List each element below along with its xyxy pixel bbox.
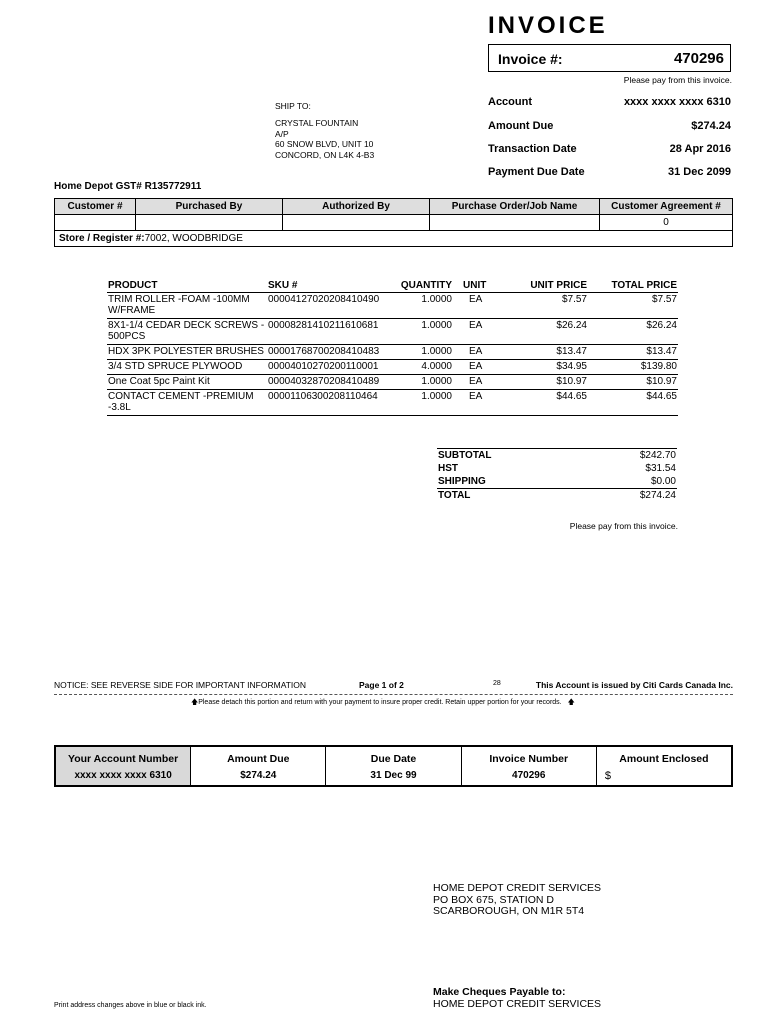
- total-price-cell: $7.57: [588, 293, 678, 319]
- product-header: PRODUCT: [107, 280, 267, 293]
- unit-header: UNIT: [453, 280, 514, 293]
- remit-line: HOME DEPOT CREDIT SERVICES: [433, 882, 602, 894]
- customer-number-value: [55, 215, 136, 231]
- product-cell: TRIM ROLLER -FOAM -100MM W/FRAME: [107, 293, 267, 319]
- detach-note-row: [191, 698, 575, 709]
- customer-number-header: Customer #: [55, 199, 136, 215]
- quantity-cell: 1.0000: [393, 293, 453, 319]
- total-price-cell: $26.24: [588, 319, 678, 345]
- account-label: Account: [488, 96, 532, 108]
- slip-amount-due-value: $274.24: [240, 770, 277, 781]
- payment-due-date-label: Payment Due Date: [488, 166, 585, 178]
- slip-amount-enclosed-header: Amount Enclosed: [619, 753, 709, 765]
- store-register-value: 7002, WOODBRIDGE: [144, 233, 243, 244]
- hst-label: HST: [438, 463, 458, 474]
- slip-account-header: Your Account Number: [67, 753, 179, 765]
- notice-text: NOTICE: SEE REVERSE SIDE FOR IMPORTANT INFORMATION: [54, 680, 307, 690]
- unit-cell: EA: [453, 390, 514, 416]
- total-price-cell: $10.97: [588, 375, 678, 390]
- purchase-order-header: Purchase Order/Job Name: [430, 199, 600, 215]
- amount-due-label: Amount Due: [488, 120, 554, 132]
- pay-note: Please pay from this invoice.: [623, 75, 732, 85]
- unit-cell: EA: [453, 360, 514, 375]
- customer-table: [54, 198, 733, 247]
- total-price-cell: $13.47: [588, 345, 678, 360]
- slip-due-date-cell: [326, 747, 461, 785]
- slip-due-date-header: Due Date: [370, 753, 417, 765]
- total-value: $274.24: [579, 489, 677, 503]
- cheques-label: Make Cheques Payable to:: [433, 986, 566, 998]
- sku-cell: 00008281410211610681: [267, 319, 393, 345]
- authorized-by-value: [283, 215, 430, 231]
- unit-cell: EA: [453, 345, 514, 360]
- hst-value: $31.54: [645, 463, 676, 474]
- slip-invoice-number-value: 470296: [512, 770, 546, 781]
- shipping-label: SHIPPING: [438, 476, 486, 487]
- arrow-up-icon: 🡅: [567, 699, 575, 706]
- purchased-by-header: Purchased By: [136, 199, 283, 215]
- amount-due-value: $274.24: [691, 120, 731, 132]
- slip-amount-enclosed-cell: [597, 747, 731, 785]
- footer-code: 28: [493, 680, 501, 687]
- sku-cell: 00001768700208410483: [267, 345, 393, 360]
- unit-price-cell: $34.95: [514, 360, 588, 375]
- product-cell: 8X1-1/4 CEDAR DECK SCREWS - 500PCS: [107, 319, 267, 345]
- remit-address: [433, 883, 601, 918]
- sku-cell: 00004032870208410489: [267, 375, 393, 390]
- slip-due-date-value: 31 Dec 99: [370, 770, 417, 781]
- unit-price-cell: $10.97: [514, 375, 588, 390]
- product-cell: One Coat 5pc Paint Kit: [107, 375, 267, 390]
- slip-amount-enclosed-value: $: [604, 770, 611, 782]
- product-row: [107, 345, 678, 360]
- total-price-header: TOTAL PRICE: [588, 280, 678, 293]
- slip-account-cell: [56, 747, 191, 785]
- customer-agreement-header: Customer Agreement #: [600, 199, 733, 215]
- total-price-cell: $139.80: [588, 360, 678, 375]
- ship-to-label: SHIP TO:: [275, 101, 311, 111]
- sku-cell: 00004127020208410490: [267, 293, 393, 319]
- store-register-row: [55, 231, 733, 247]
- product-row: [107, 293, 678, 319]
- totals-table: [437, 448, 677, 502]
- quantity-cell: 1.0000: [393, 390, 453, 416]
- product-row: [107, 319, 678, 345]
- ship-to-line: CONCORD, ON L4K 4-B3: [275, 149, 375, 160]
- account-value: xxxx xxxx xxxx 6310: [623, 96, 731, 108]
- ship-to-line: A/P: [275, 128, 289, 139]
- sku-cell: 00001106300208110464: [267, 390, 393, 416]
- arrow-up-icon: 🡅: [191, 699, 199, 706]
- unit-price-cell: $26.24: [514, 319, 588, 345]
- quantity-cell: 1.0000: [393, 319, 453, 345]
- slip-amount-due-header: Amount Due: [227, 753, 290, 765]
- remit-line: SCARBOROUGH, ON M1R 5T4: [433, 905, 585, 917]
- product-cell: 3/4 STD SPRUCE PLYWOOD: [107, 360, 267, 375]
- unit-price-cell: $44.65: [514, 390, 588, 416]
- slip-invoice-number-cell: [462, 747, 597, 785]
- payment-slip: [54, 745, 733, 787]
- purchase-order-value: [430, 215, 600, 231]
- slip-account-value: xxxx xxxx xxxx 6310: [74, 770, 172, 781]
- pay-note-2: Please pay from this invoice.: [569, 521, 678, 531]
- transaction-date-label: Transaction Date: [488, 143, 577, 155]
- sku-cell: 00004010270200110001: [267, 360, 393, 375]
- product-cell: CONTACT CEMENT -PREMIUM -3.8L: [107, 390, 267, 416]
- product-cell: HDX 3PK POLYESTER BRUSHES: [107, 345, 267, 360]
- page-indicator: Page 1 of 2: [359, 680, 404, 690]
- ship-to-address: [275, 118, 374, 160]
- quantity-cell: 1.0000: [393, 345, 453, 360]
- quantity-cell: 1.0000: [393, 375, 453, 390]
- subtotal-label: SUBTOTAL: [437, 449, 579, 463]
- invoice-number-label: Invoice #:: [498, 51, 563, 67]
- quantity-header: QUANTITY: [393, 280, 453, 293]
- authorized-by-header: Authorized By: [283, 199, 430, 215]
- quantity-cell: 4.0000: [393, 360, 453, 375]
- unit-price-cell: $7.57: [514, 293, 588, 319]
- remit-line: PO BOX 675, STATION D: [433, 893, 554, 906]
- total-price-cell: $44.65: [588, 390, 678, 416]
- invoice-number-box: [488, 44, 731, 72]
- product-row: [107, 375, 678, 390]
- unit-cell: EA: [453, 319, 514, 345]
- issuer-text: This Account is issued by Citi Cards Canada Inc.: [535, 680, 733, 690]
- purchased-by-value: [136, 215, 283, 231]
- store-register-label: Store / Register #:: [59, 233, 145, 244]
- sku-header: SKU #: [267, 280, 393, 293]
- unit-cell: EA: [453, 375, 514, 390]
- total-label: TOTAL: [437, 489, 579, 503]
- products-table: [107, 280, 678, 416]
- unit-price-cell: $13.47: [514, 345, 588, 360]
- gst-number: Home Depot GST# R135772911: [54, 181, 202, 192]
- detach-note: Please detach this portion and return with your payment to insure proper credit. Retain upper portion for your records.: [198, 699, 562, 706]
- invoice-title: INVOICE: [488, 12, 608, 39]
- product-row: [107, 390, 678, 416]
- cheques-payee: HOME DEPOT CREDIT SERVICES: [433, 997, 602, 1010]
- detach-line: [54, 694, 733, 695]
- unit-price-header: UNIT PRICE: [514, 280, 588, 293]
- slip-amount-due-cell: [191, 747, 326, 785]
- unit-cell: EA: [453, 293, 514, 319]
- product-row: [107, 360, 678, 375]
- transaction-date-value: 28 Apr 2016: [669, 143, 731, 155]
- invoice-number-value: 470296: [673, 50, 724, 67]
- ship-to-line: CRYSTAL FOUNTAIN: [275, 118, 359, 128]
- shipping-value: $0.00: [650, 476, 676, 487]
- ship-to-line: 60 SNOW BLVD, UNIT 10: [275, 139, 374, 149]
- payment-due-date-value: 31 Dec 2099: [668, 166, 731, 178]
- cheques-block: [433, 987, 601, 1010]
- slip-invoice-number-header: Invoice Number: [489, 753, 569, 765]
- subtotal-value: $242.70: [579, 449, 677, 463]
- address-change-note: Print address changes above in blue or black ink.: [54, 1002, 207, 1009]
- customer-agreement-value: 0: [600, 215, 733, 231]
